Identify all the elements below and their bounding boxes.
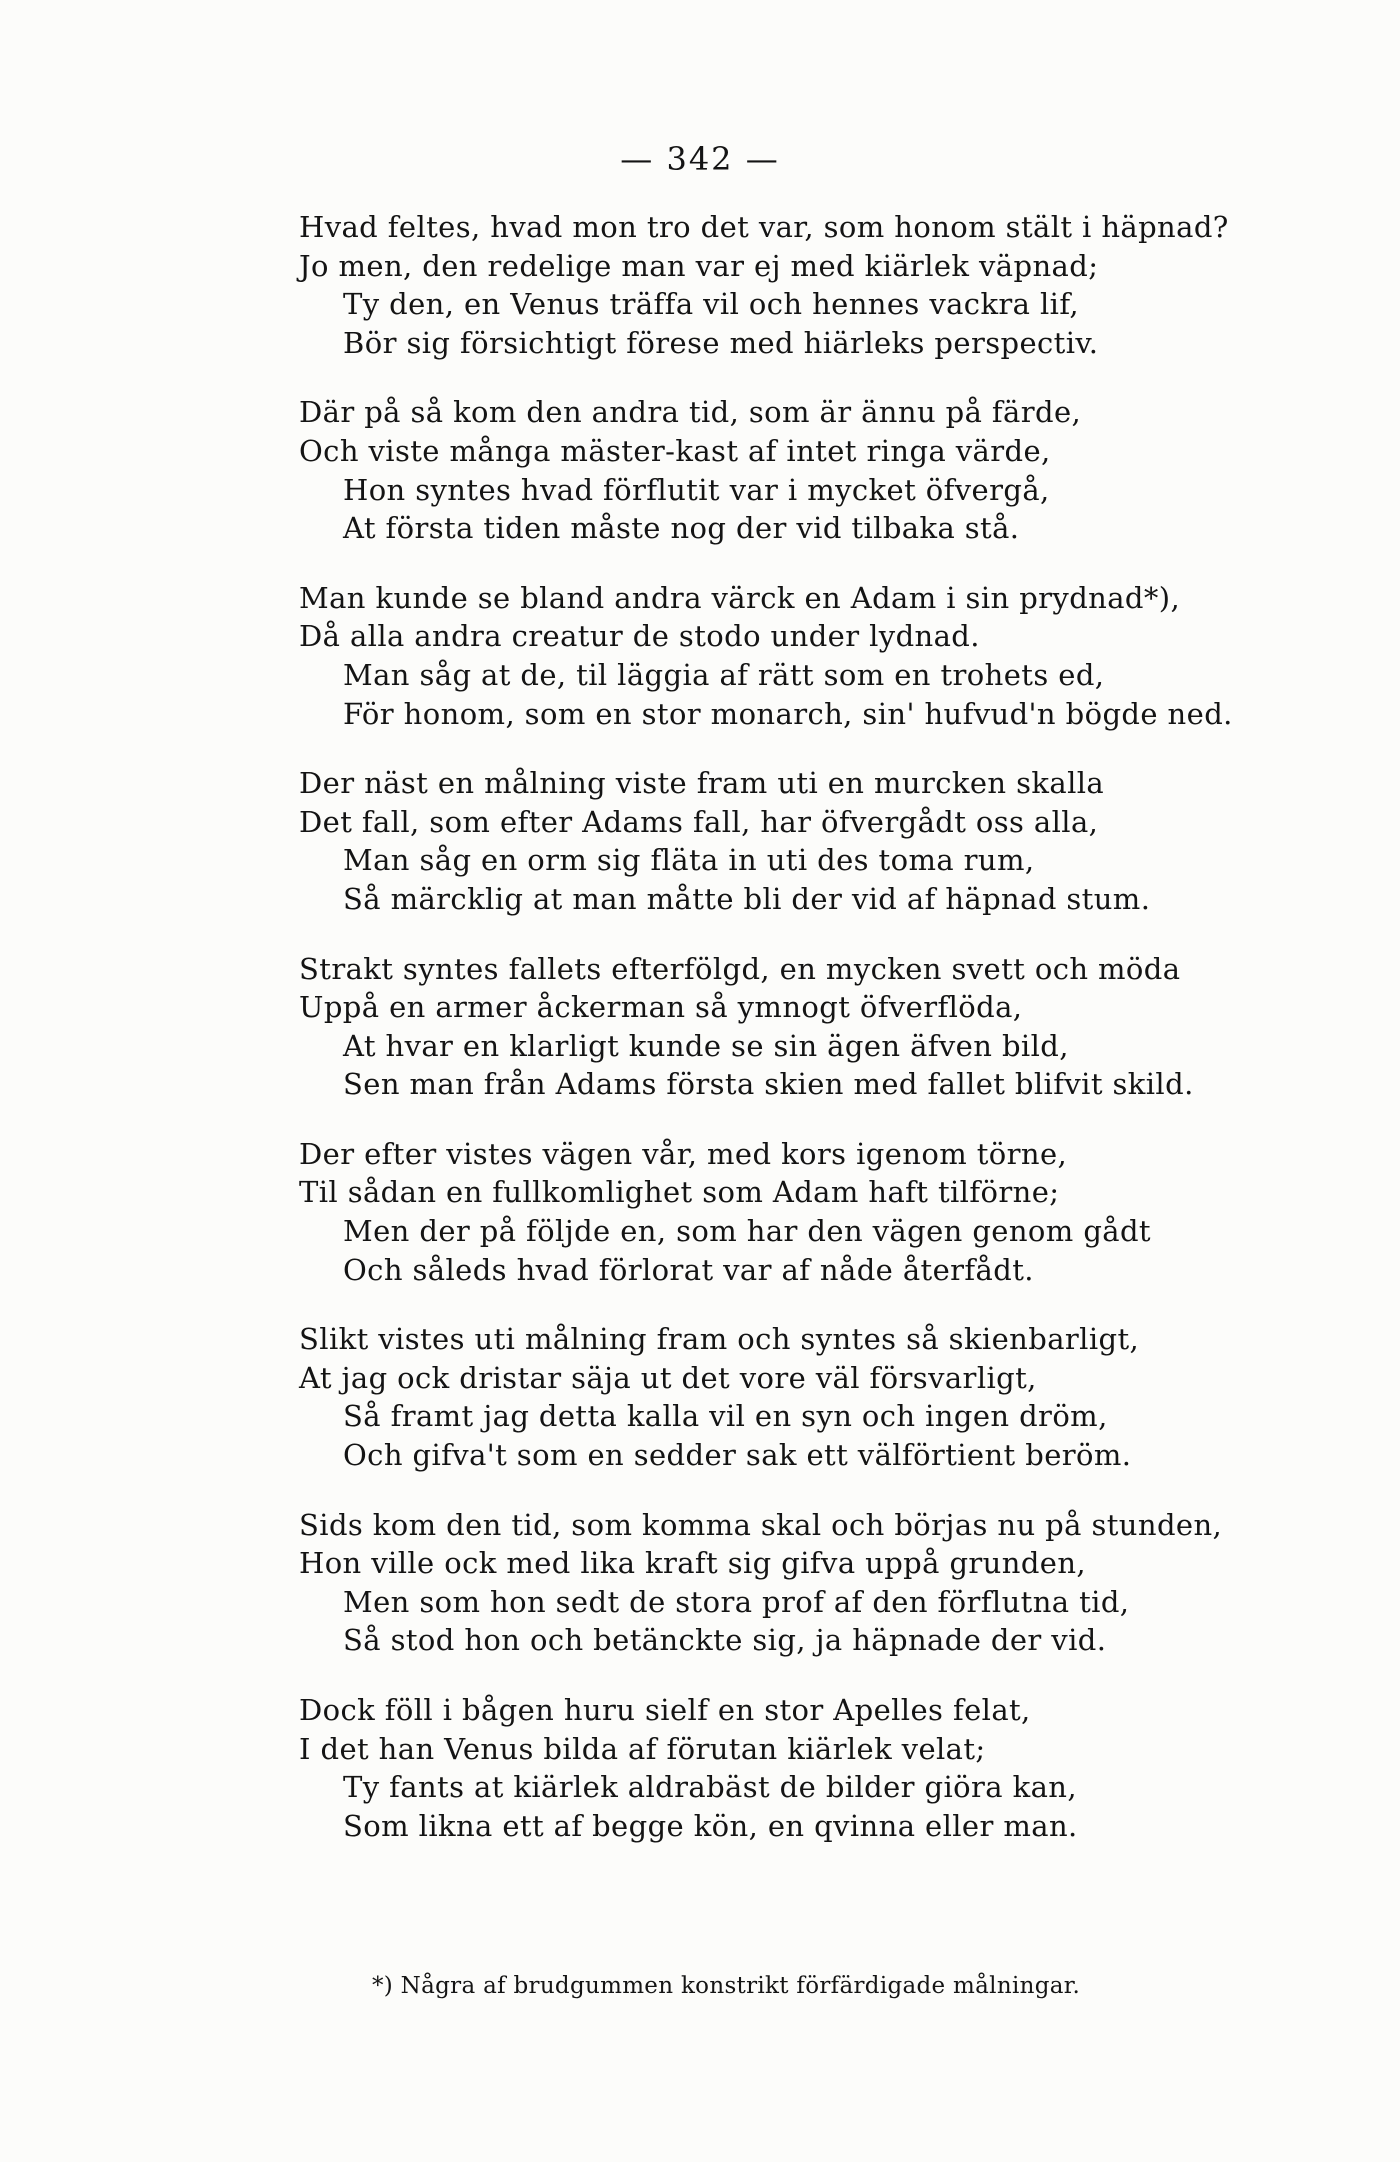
stanza-1 <box>299 208 1319 362</box>
verse-line: Ty den, en Venus träffa vil och hennes vackra lif, <box>343 287 1080 322</box>
verse-line: Jo men, den redelige man var ej med kiärlek väpnad; <box>299 248 1099 283</box>
verse-line: Hvad feltes, hvad mon tro det var, som honom stält i häpnad? <box>299 210 1229 244</box>
verse-line: Och viste många mäster-kast af intet ringa värde, <box>299 433 1051 468</box>
verse-line: Der efter vistes vägen vår, med kors igenom törne, <box>299 1136 1068 1171</box>
verse-line: I det han Venus bilda af förutan kiärlek velat; <box>299 1731 986 1766</box>
verse-line: Dock föll i bågen huru sielf en stor Apelles felat, <box>299 1693 1031 1727</box>
verse-line: För honom, som en stor monarch, sin' hufvud'n bögde ned. <box>343 696 1233 731</box>
verse-line: Då alla andra creatur de stodo under lydnad. <box>299 619 980 654</box>
page-number: — 342 — <box>620 140 780 178</box>
verse-line: Man såg at de, til läggia af rätt som en trohets ed, <box>343 657 1105 692</box>
verse-line: Hon ville ock med lika kraft sig gifva uppå grunden, <box>299 1546 1087 1581</box>
verse-line: At hvar en klarligt kunde se sin ägen äfven bild, <box>343 1028 1069 1063</box>
verse-line: Man såg en orm sig fläta in uti des toma rum, <box>343 843 1035 878</box>
verse-line: Så stod hon och betänckte sig, ja häpnade der vid. <box>343 1623 1107 1658</box>
verse-line: Och gifva't som en sedder sak ett välförtient beröm. <box>343 1438 1132 1473</box>
verse-line: Men der på följde en, som har den vägen genom gådt <box>343 1214 1151 1249</box>
footnote: *) Några af brudgummen konstrikt förfärdigade målningar. <box>372 1973 1081 1999</box>
verse-line: Som likna ett af begge kön, en qvinna eller man. <box>343 1808 1078 1843</box>
verse-line: Så framt jag detta kalla vil en syn och ingen dröm, <box>343 1399 1108 1434</box>
stanza-9 <box>299 1691 1319 1845</box>
verse-line: Hon syntes hvad förflutit var i mycket öfvergå, <box>343 472 1050 507</box>
verse-line: Men som hon sedt de stora prof af den förflutna tid, <box>343 1584 1130 1619</box>
verse-line: Der näst en målning viste fram uti en murcken skalla <box>299 766 1105 801</box>
stanza-2 <box>299 393 1319 547</box>
stanza-6 <box>299 1135 1319 1289</box>
verse-line: Man kunde se bland andra värck en Adam i sin prydnad*), <box>299 580 1181 615</box>
verse-line: Slikt vistes uti målning fram och syntes så skienbarligt, <box>299 1322 1140 1357</box>
verse-line: Uppå en armer åckerman så ymnogt öfverflöda, <box>299 990 1023 1025</box>
verse-line: Sen man från Adams första skien med fallet blifvit skild. <box>343 1067 1194 1102</box>
stanza-4 <box>299 764 1319 918</box>
verse-line: Och såleds hvad förlorat var af nåde återfådt. <box>343 1252 1034 1287</box>
verse-line: Til sådan en fullkomlighet som Adam haft tilförne; <box>299 1175 1060 1210</box>
stanza-7 <box>299 1320 1319 1474</box>
verse-line: Strakt syntes fallets efterfölgd, en mycken svett och möda <box>299 951 1181 986</box>
verse-line: Ty fants at kiärlek aldrabäst de bilder giöra kan, <box>343 1770 1077 1805</box>
verse-line: Så märcklig at man måtte bli der vid af häpnad stum. <box>343 881 1151 916</box>
stanza-8 <box>299 1506 1319 1660</box>
verse-line: At första tiden måste nog der vid tilbaka stå. <box>343 511 1020 546</box>
verse-line: At jag ock dristar säja ut det vore väl försvarligt, <box>299 1360 1037 1395</box>
verse-line: Det fall, som efter Adams fall, har öfvergådt oss alla, <box>299 804 1099 839</box>
stanza-5 <box>299 950 1319 1104</box>
poem-body <box>299 208 1319 1876</box>
verse-line: Bör sig försichtigt förese med hiärleks perspectiv. <box>343 325 1099 360</box>
verse-line: Där på så kom den andra tid, som är ännu på färde, <box>299 395 1082 430</box>
stanza-3 <box>299 579 1319 733</box>
verse-line: Sids kom den tid, som komma skal och börjas nu på stunden, <box>299 1507 1223 1542</box>
